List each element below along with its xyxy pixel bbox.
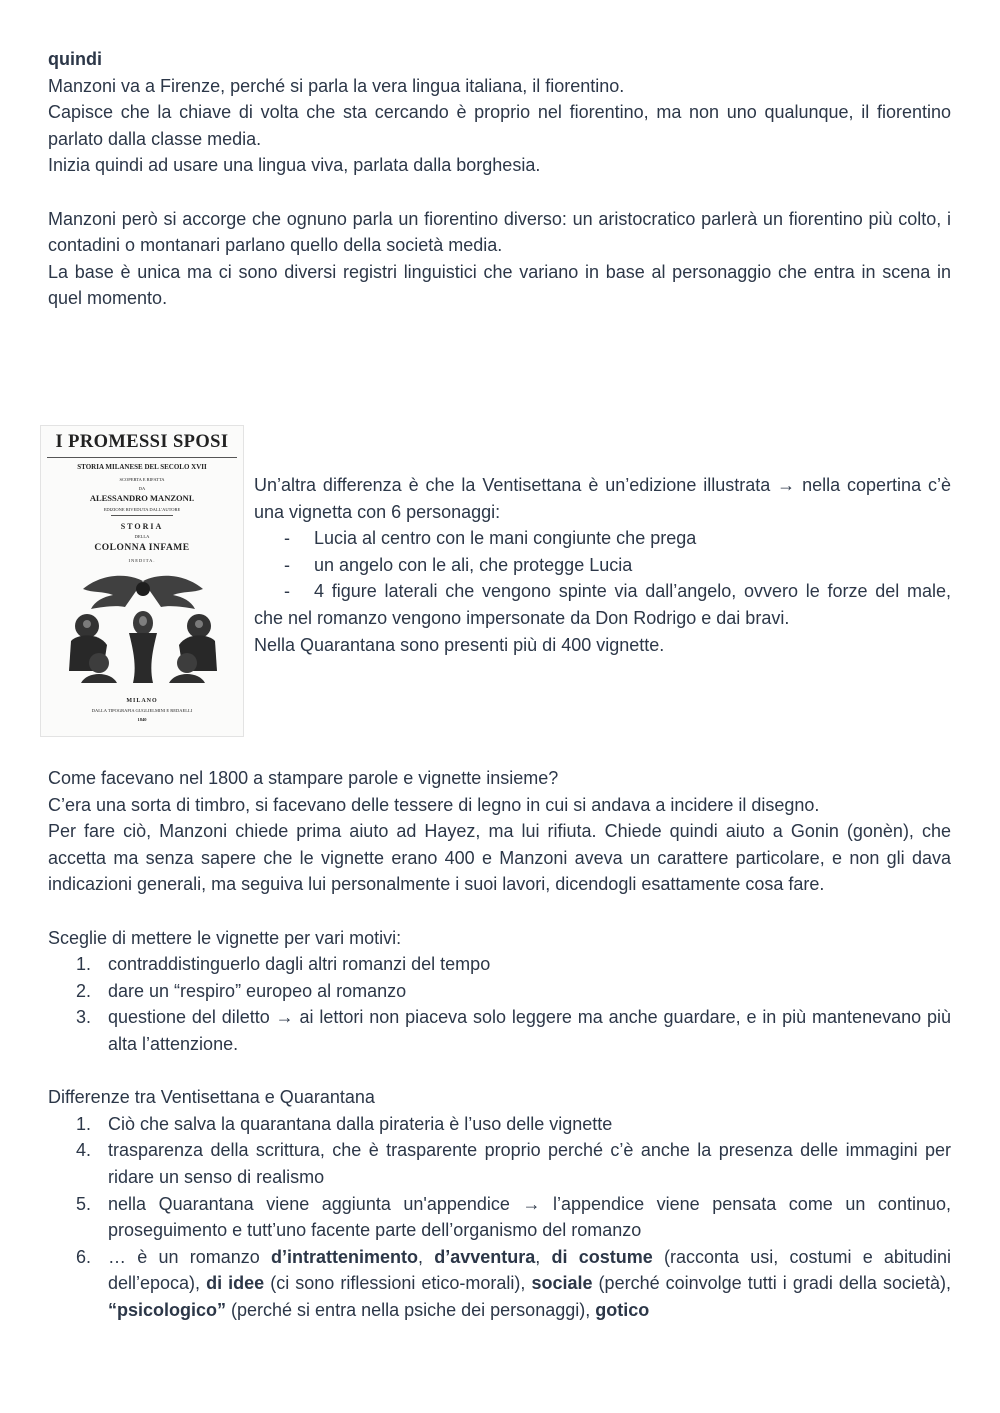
paragraph: C’era una sorta di timbro, si facevano delle tessere di legno in cui si andava a incidere il disegno. — [48, 794, 820, 815]
cover-storia: STORIA — [120, 522, 164, 531]
paragraph: Manzoni però si accorge che ognuno parla un fiorentino diverso: un aristocratico parlerà un fiorentino più colto, i contadini o montanari parlano quello della società media. — [48, 208, 951, 256]
paragraph: Inizia quindi ad usare una lingua viva, parlata dalla borghesia. — [48, 155, 541, 176]
paragraph: Capisce che la chiave di volta che sta cercando è proprio nel fiorentino, ma non uno qualunque, il fiorentino parlato dalla classe media. — [48, 102, 951, 149]
list-item: 4. trasparenza della scrittura, che è trasparente proprio perché c’è anche la presenza delle immagini per ridare un senso di realismo — [76, 1140, 951, 1187]
differences-list — [48, 1111, 951, 1324]
list-item: - Lucia al centro con le mani congiunte che prega — [284, 528, 697, 549]
section-language — [48, 46, 951, 312]
cover-vignette — [63, 571, 223, 686]
cover-line: EDIZIONE RIVEDUTA DALL'AUTORE — [103, 507, 181, 512]
section-printing — [48, 765, 951, 1323]
list-item: 5. nella Quarantana viene aggiunta un'appendice → l’appendice viene pensata come un continuo, proseguimento e tutt’uno facente parte dell’organismo del romanzo — [76, 1193, 951, 1241]
list-item: 6. … è un romanzo d’intrattenimento, d’avventura, di costume (racconta usi, costumi e abitudini dell’epoca), di idee (ci sono riflessioni etico-morali), sociale (perché coinvolge tutti i gradi della società), “psicologico” (perché si entra nella psiche dei personaggi), gotico — [76, 1246, 952, 1320]
cover-city: MILANO — [126, 698, 158, 704]
paragraph: Sceglie di mettere le vignette per vari motivi: — [48, 927, 402, 948]
cover-year: 1840 — [137, 717, 147, 722]
cover-della: DELLA — [134, 534, 150, 539]
list-item: 1. Ciò che salva la quarantana dalla pirateria è l’uso delle vignette — [76, 1113, 613, 1134]
cover-author: ALESSANDRO MANZONI. — [89, 493, 195, 503]
cover-title: I PROMESSI SPOSI — [55, 432, 229, 452]
paragraph: Manzoni va a Firenze, perché si parla la vera lingua italiana, il fiorentino. — [48, 75, 625, 96]
list-item: 2. dare un “respiro” europeo al romanzo — [76, 980, 407, 1001]
list-item: 1. contraddistinguerlo dagli altri romanzi del tempo — [76, 954, 491, 975]
list-item: 3. questione del diletto → ai lettori non piaceva solo leggere ma anche guardare, e in più mantenevano più alta l’attenzione. — [76, 1007, 951, 1054]
book-cover-image — [40, 425, 244, 737]
paragraph: Un’altra differenza è che la Ventisettana è un’edizione illustrata → nella copertina c’è una vignetta con 6 personaggi: — [254, 475, 951, 522]
cover-printer: DALLA TIPOGRAFIA GUGLIELMINI E REDAELLI — [91, 708, 193, 713]
paragraph: Nella Quarantana sono presenti più di 400 vignette. — [254, 634, 665, 655]
list-item: - 4 figure laterali che vengono spinte via dall’angelo, ovvero le forze del male, che nel romanzo vengono impersonate da Don Rodrigo e dai bravi. — [254, 581, 951, 628]
list-item: - un angelo con le ali, che protegge Lucia — [284, 554, 633, 575]
cover-inedita: INEDITA. — [128, 558, 156, 563]
reasons-list — [48, 951, 951, 1057]
paragraph: Per fare ciò, Manzoni chiede prima aiuto ad Hayez, ma lui rifiuta. Chiede quindi aiuto a Gonin (gonèn), che accetta ma senza sapere che le vignette erano 400 e Manzoni aveva un carattere particolare, e non gli dava indicazioni generali, ma seguiva lui personalmente i suoi lavori, dicendogli esattamente cosa fare. — [48, 821, 951, 895]
vignette-figures-list — [254, 525, 951, 578]
cover-colonna: COLONNA INFAME — [94, 543, 190, 553]
cover-subtitle: STORIA MILANESE DEL SECOLO XVII — [77, 463, 207, 471]
cover-line: SCOPERTA E RIFATTA — [119, 477, 165, 482]
cover-line: DA — [138, 486, 146, 491]
paragraph: La base è unica ma ci sono diversi registri linguistici che variano in base al personaggio che entra in scena in quel momento. — [48, 261, 951, 309]
section-illustrations — [254, 472, 951, 658]
paragraph: Differenze tra Ventisettana e Quarantana — [48, 1087, 375, 1108]
paragraph: Come facevano nel 1800 a stampare parole e vignette insieme? — [48, 768, 559, 788]
heading-quindi: quindi — [48, 49, 102, 69]
